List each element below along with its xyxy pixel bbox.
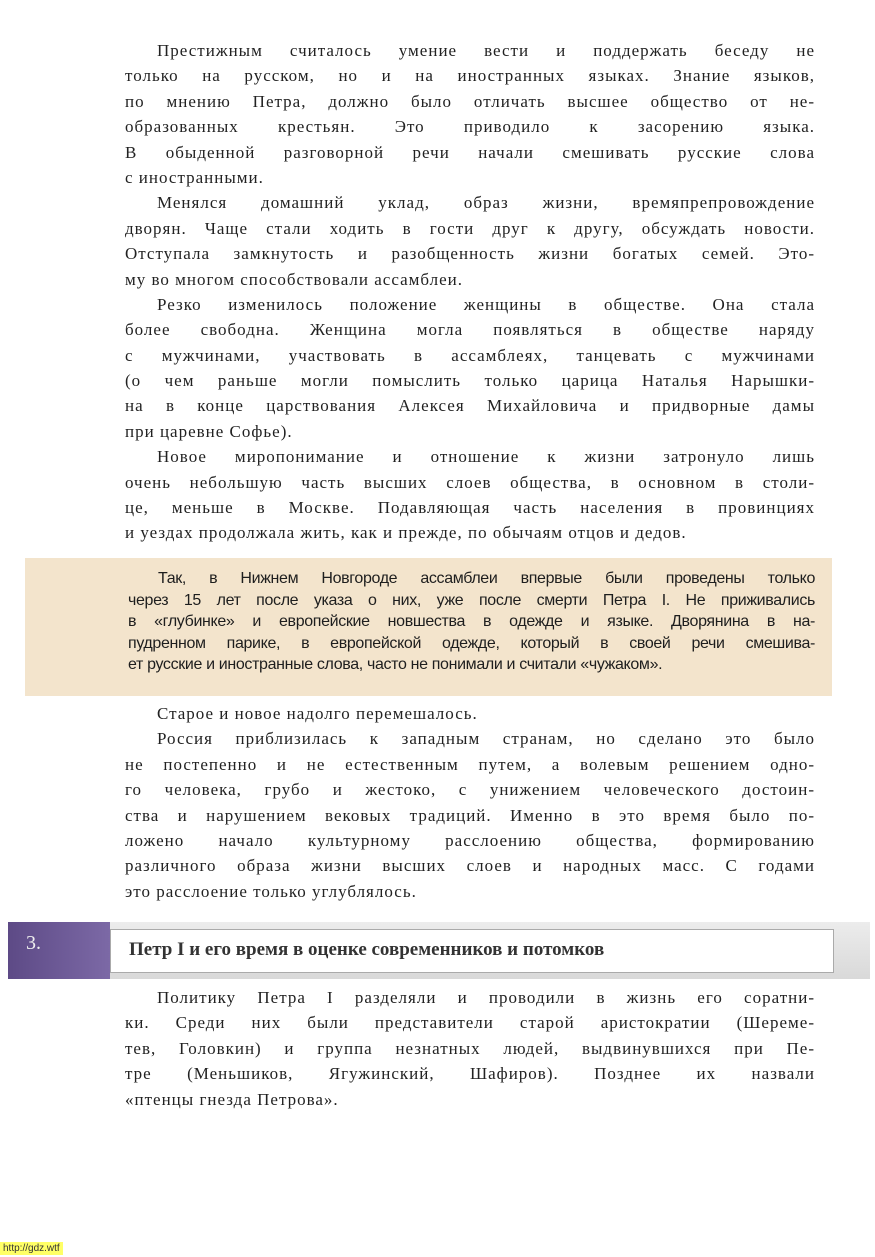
body-text-top <box>125 38 815 546</box>
paragraph <box>125 985 815 1112</box>
text-line: (о чем раньше могли помыслить только царица Наталья Нарышки- <box>125 371 815 391</box>
section-title-box <box>110 929 834 973</box>
text-line: Новое миропонимание и отношение к жизни затронуло лишь <box>157 447 815 467</box>
text-line: тев, Головкин) и группа незнатных людей, выдвинувшихся при Пе- <box>125 1038 815 1058</box>
paragraph <box>125 444 815 546</box>
text-line: при царевне Софье). <box>125 421 293 441</box>
text-line: образованных крестьян. Это приводило к засорению языка. <box>125 117 815 137</box>
text-line: в «глубинке» и европейские новшества в одежде и языке. Дворянина в на- <box>128 613 815 631</box>
section-number-badge <box>8 922 110 979</box>
text-line: через 15 лет после указа о них, уже после смерти Петра I. Не приживались <box>128 591 815 609</box>
text-line: это расслоение только углублялось. <box>125 881 417 901</box>
text-line: ложено начало культурному расслоению общества, формированию <box>125 830 815 850</box>
section-header <box>8 922 870 979</box>
text-line: с мужчинами, участвовать в ассамблеях, танцевать с мужчинами <box>125 345 815 365</box>
footer-link[interactable]: http://gdz.wtf <box>0 1242 63 1255</box>
text-line: В обыденной разговорной речи начали смешивать русские слова <box>125 142 815 162</box>
highlight-text <box>128 568 815 676</box>
text-line: различного образа жизни высших слоев и народных масс. С годами <box>125 856 815 876</box>
text-line: ет русские и иностранные слова, часто не понимали и считали «чужаком». <box>128 656 663 674</box>
text-line: «птенцы гнезда Петрова». <box>125 1089 339 1109</box>
text-line: Политику Петра I разделяли и проводили в жизнь его соратни- <box>157 988 815 1007</box>
text-line: Престижным считалось умение вести и поддержать беседу не <box>157 41 815 60</box>
text-line: ства и нарушением вековых традиций. Именно в это время было по- <box>125 805 815 825</box>
text-line: Россия приблизилась к западным странам, но сделано это было <box>157 729 815 749</box>
text-line: с иностранными. <box>125 167 264 187</box>
text-line: более свободна. Женщина могла появляться в обществе наряду <box>125 320 815 340</box>
paragraph <box>128 568 815 676</box>
text-line: го человека, грубо и жестоко, с унижением человеческого достоин- <box>125 780 815 800</box>
text-line: Так, в Нижнем Новгороде ассамблеи впервые были проведены только <box>158 570 815 587</box>
highlight-box <box>25 558 832 696</box>
text-line: це, меньше в Москве. Подавляющая часть населения в провинциях <box>125 498 815 518</box>
text-line: Отступала замкнутость и разобщенность жизни богатых семей. Это- <box>125 244 815 264</box>
text-line: только на русском, но и на иностранных языках. Знание языков, <box>125 66 815 86</box>
text-line: ки. Среди них были представители старой аристократии (Шереме- <box>125 1013 815 1033</box>
text-line: и уездах продолжала жить, как и прежде, по обычаям отцов и дедов. <box>125 523 687 543</box>
text-line: очень небольшую часть высших слоев общества, в основном в столи- <box>125 472 815 492</box>
paragraph <box>125 38 815 190</box>
text-line: тре (Меньшиков, Ягужинский, Шафиров). Позднее их назвали <box>125 1064 815 1084</box>
text-line: не постепенно и не естественным путем, а волевым решением одно- <box>125 754 815 774</box>
paragraph <box>125 292 815 444</box>
text-line: му во многом способствовали ассамблеи. <box>125 269 463 289</box>
text-line: по мнению Петра, должно было отличать высшее общество от не- <box>125 91 815 111</box>
paragraph <box>125 190 815 292</box>
text-line: Резко изменилось положение женщины в обществе. Она стала <box>157 294 815 314</box>
paragraph <box>125 726 815 904</box>
text-line: Менялся домашний уклад, образ жизни, времяпрепровождение <box>157 193 815 213</box>
body-text-middle <box>125 701 815 904</box>
text-line: пудренном парике, в европейской одежде, который в своей речи смешива- <box>128 634 815 652</box>
text-line: Старое и новое надолго перемешалось. <box>157 704 478 723</box>
paragraph <box>125 701 815 726</box>
section-title: Петр I и его время в оценке современников и потомков <box>129 939 605 960</box>
text-line: дворян. Чаще стали ходить в гости друг к другу, обсуждать новости. <box>125 218 815 238</box>
body-text-bottom <box>125 985 815 1112</box>
text-line: на в конце царствования Алексея Михайловича и придворные дамы <box>125 396 815 416</box>
section-number: 3. <box>26 932 41 954</box>
